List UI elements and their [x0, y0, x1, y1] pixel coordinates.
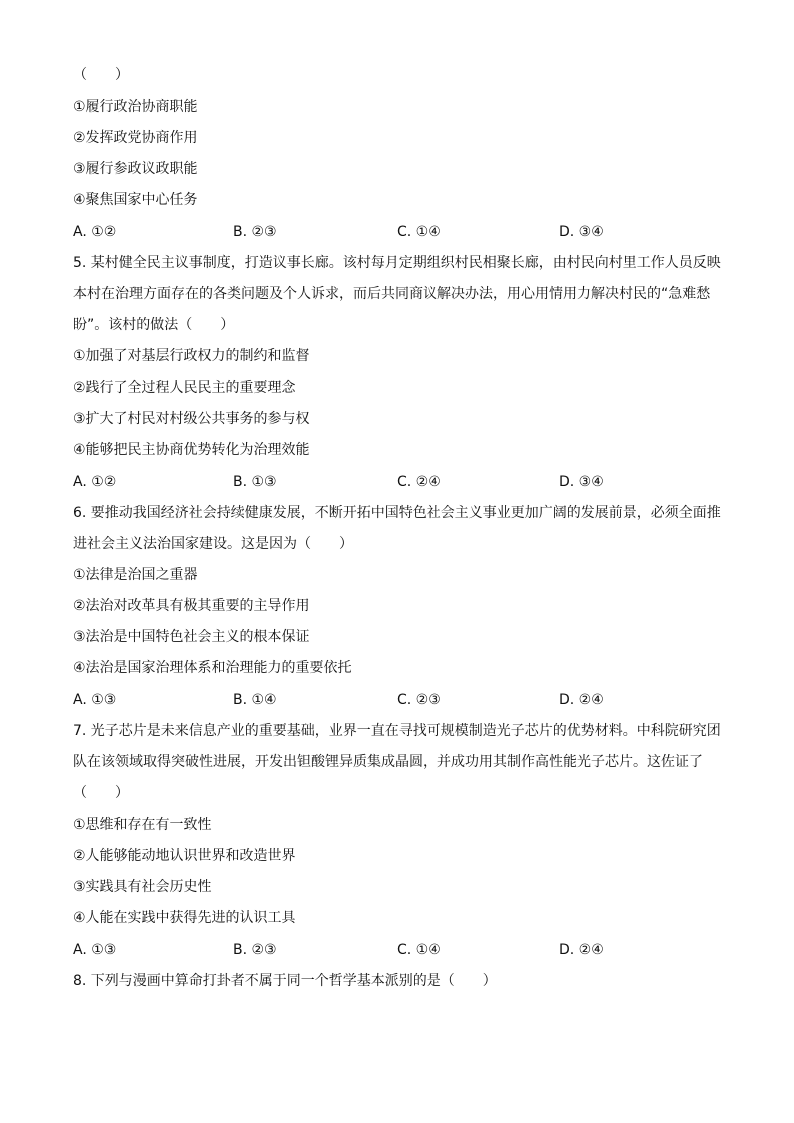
q6-item-1: ①法律是治国之重器 — [73, 567, 198, 583]
q4-option-d[interactable]: D. ③④ — [559, 224, 604, 240]
q7-item-3: ③实践具有社会历史性 — [73, 879, 212, 895]
q4-item-3: ③履行参政议政职能 — [73, 161, 198, 177]
q6-options — [73, 690, 733, 710]
q7-stem-line-1: 7. 光子芯片是未来信息产业的重要基础，业界一直在寻找可规模制造光子芯片的优势材料。中科院研究团 — [73, 723, 721, 739]
q7-option-d[interactable]: D. ②④ — [559, 942, 604, 958]
q7-option-a[interactable]: A. ①③ — [73, 942, 117, 958]
q6-stem-line-1: 6. 要推动我国经济社会持续健康发展，不断开拓中国特色社会主义事业更加广阔的发展前景，必须全面推 — [73, 505, 721, 521]
q5-stem-line-1: 5. 某村健全民主议事制度，打造议事长廊。该村每月定期组织村民相聚长廊，由村民向村里工作人员反映 — [73, 255, 721, 271]
q5-stem-line-2: 本村在治理方面存在的各类问题及个人诉求，而后共同商议解决办法，用心用情用力解决村民的“急难愁 — [73, 286, 711, 302]
q5-option-c[interactable]: C. ②④ — [397, 474, 441, 490]
q8-stem-line-1: 8. 下列与漫画中算命打卦者不属于同一个哲学基本派别的是（ ） — [73, 973, 497, 989]
q6-item-2: ②法治对改革具有极其重要的主导作用 — [73, 598, 310, 614]
q5-stem-line-3: 盼”。该村的做法（ ） — [73, 317, 235, 333]
q5-item-4: ④能够把民主协商优势转化为治理效能 — [73, 442, 310, 458]
q6-item-3: ③法治是中国特色社会主义的根本保证 — [73, 629, 310, 645]
q6-stem-line-2: 进社会主义法治国家建设。这是因为（ ） — [73, 536, 353, 552]
q7-item-4: ④人能在实践中获得先进的认识工具 — [73, 910, 296, 926]
q7-options — [73, 940, 733, 960]
q5-item-2: ②践行了全过程人民民主的重要理念 — [73, 380, 296, 396]
q6-option-c[interactable]: C. ②③ — [397, 692, 441, 708]
q7-option-b[interactable]: B. ②③ — [233, 942, 277, 958]
q4-paren: （ ） — [73, 67, 129, 83]
q6-option-b[interactable]: B. ①④ — [233, 692, 277, 708]
q4-options — [73, 222, 733, 242]
q5-options — [73, 472, 733, 492]
q4-item-4: ④聚焦国家中心任务 — [73, 192, 198, 208]
q7-option-c[interactable]: C. ①④ — [397, 942, 441, 958]
q5-item-3: ③扩大了村民对村级公共事务的参与权 — [73, 411, 310, 427]
q7-stem-line-3: （ ） — [73, 785, 129, 801]
q5-item-1: ①加强了对基层行政权力的制约和监督 — [73, 348, 310, 364]
q4-option-b[interactable]: B. ②③ — [233, 224, 277, 240]
q6-option-d[interactable]: D. ②④ — [559, 692, 604, 708]
q7-item-2: ②人能够能动地认识世界和改造世界 — [73, 848, 296, 864]
q7-stem-line-2: 队在该领域取得突破性进展，开发出钽酸锂异质集成晶圆，并成功用其制作高性能光子芯片。这佐证了 — [73, 754, 703, 770]
q6-option-a[interactable]: A. ①③ — [73, 692, 117, 708]
q5-option-a[interactable]: A. ①② — [73, 474, 117, 490]
q4-option-c[interactable]: C. ①④ — [397, 224, 441, 240]
q4-item-2: ②发挥政党协商作用 — [73, 130, 198, 146]
q4-item-1: ①履行政治协商职能 — [73, 99, 198, 115]
q6-item-4: ④法治是国家治理体系和治理能力的重要依托 — [73, 660, 352, 676]
q5-option-b[interactable]: B. ①③ — [233, 474, 277, 490]
q7-item-1: ①思维和存在有一致性 — [73, 817, 212, 833]
q5-option-d[interactable]: D. ③④ — [559, 474, 604, 490]
q4-option-a[interactable]: A. ①② — [73, 224, 117, 240]
